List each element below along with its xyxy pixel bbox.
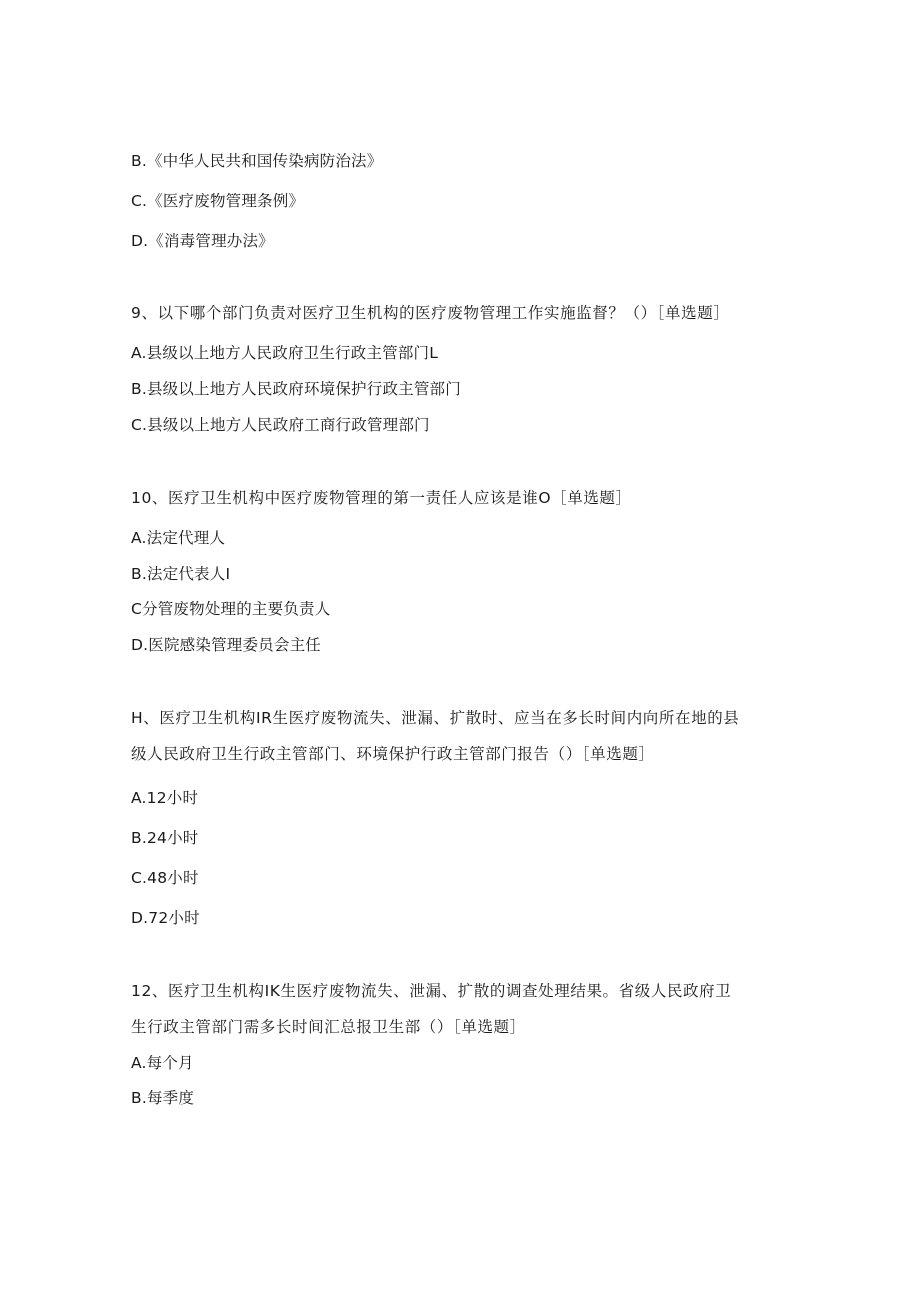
- question-12-line-2: 生行政主管部门需多长时间汇总报卫生部（）［单选题］: [131, 1018, 526, 1036]
- question-9: 9、以下哪个部门负责对医疗卫生机构的医疗废物管理工作实施监督？（）［单选题］: [131, 304, 730, 322]
- option-d-q11: D.72小时: [131, 909, 200, 927]
- option-a-q10: A.法定代理人: [131, 529, 226, 547]
- option-b-q12: B.每季度: [131, 1089, 195, 1107]
- option-c-q9: C.县级以上地方人民政府工商行政管理部门: [131, 416, 430, 434]
- option-c-q8: C.《医疗废物管理条例》: [131, 192, 305, 210]
- option-a-q12: A.每个月: [131, 1054, 194, 1072]
- option-a-q9: A.县级以上地方人民政府卫生行政主管部门L: [131, 344, 439, 362]
- option-b-q10: B.法定代表人I: [131, 565, 231, 583]
- option-b-q9: B.县级以上地方人民政府环境保护行政主管部门: [131, 380, 461, 398]
- option-d-q8: D.《消毒管理办法》: [131, 232, 274, 250]
- option-b-q11: B.24小时: [131, 829, 199, 847]
- option-b-q8: B.《中华人民共和国传染病防治法》: [131, 152, 383, 170]
- option-d-q10: D.医院感染管理委员会主任: [131, 636, 321, 654]
- question-12-line-1: 12、医疗卫生机构IK生医疗废物流失、泄漏、扩散的调查处理结果。省级人民政府卫: [131, 982, 732, 1000]
- question-11-line-2: 级人民政府卫生行政主管部门、环境保护行政主管部门报告（）［单选题］: [131, 745, 655, 763]
- question-11-line-1: H、医疗卫生机构IR生医疗废物流失、泄漏、扩散时、应当在多长时间内向所在地的县: [131, 709, 740, 727]
- option-c-q10: C分管废物处理的主要负责人: [131, 600, 331, 618]
- option-a-q11: A.12小时: [131, 789, 199, 807]
- option-c-q11: C.48小时: [131, 869, 199, 887]
- question-10: 10、医疗卫生机构中医疗废物管理的第一责任人应该是谁O［单选题］: [131, 489, 632, 507]
